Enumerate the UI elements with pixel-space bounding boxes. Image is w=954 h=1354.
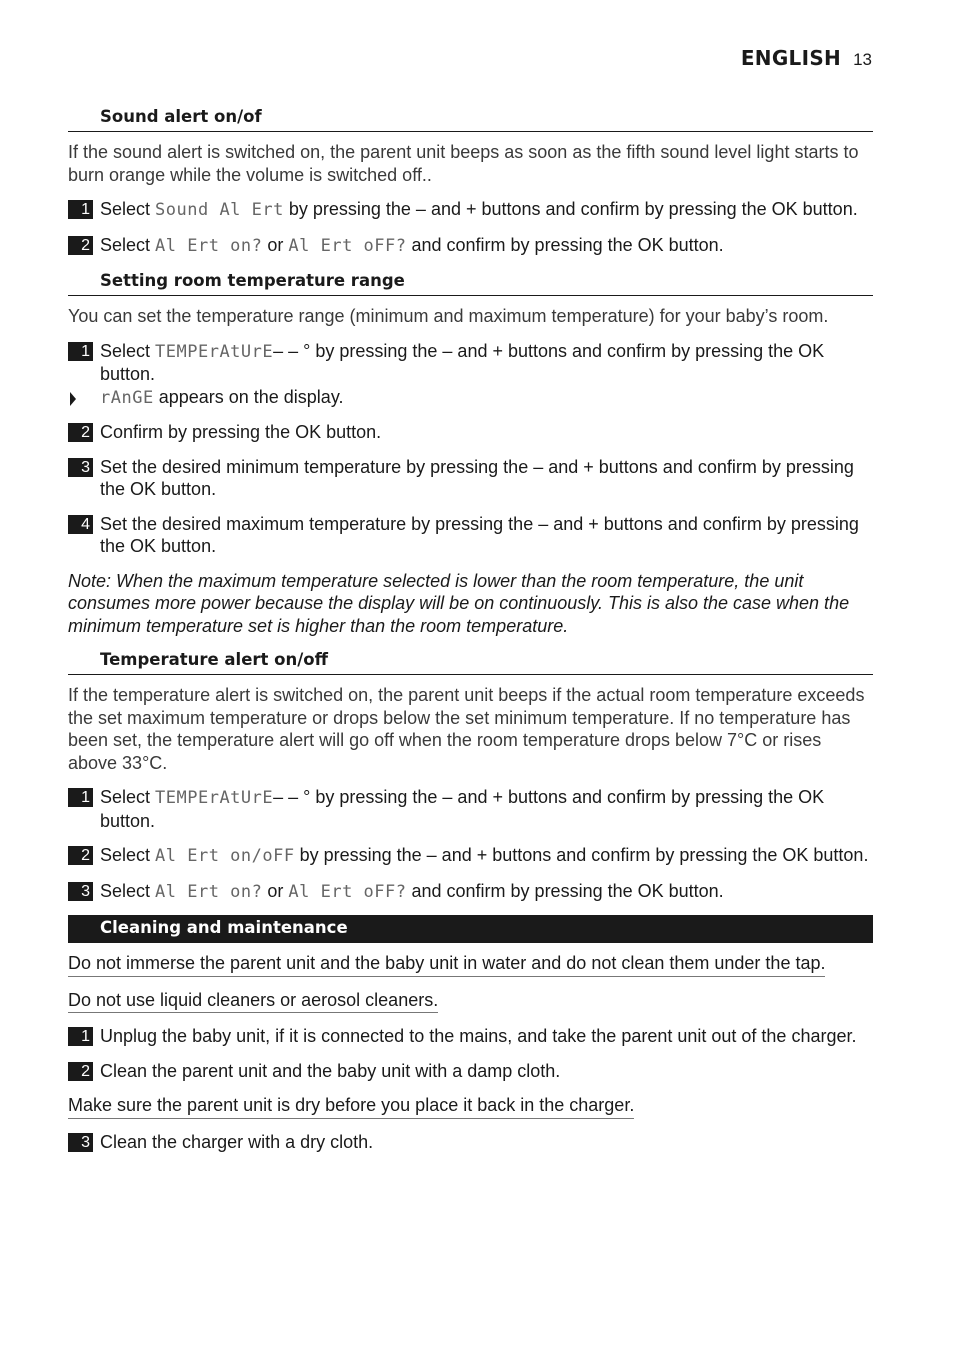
page-number: 13 [853,50,872,69]
step-item [68,1060,873,1083]
step-text-pre: Select [100,845,156,865]
step-number: 3 [68,882,93,901]
step-item [68,456,873,501]
step-number: 2 [68,1062,93,1081]
warning-text: Do not use liquid cleaners or aerosol cleaners. [68,989,438,1014]
step-item [68,340,873,386]
step-text: Set the desired minimum temperature by pressing the – and + buttons and confirm by pressing the OK button. [100,456,854,499]
step-text-pre: Select [100,787,156,807]
step-item [68,844,873,868]
step-text-mid: or [262,880,289,901]
step-number: 4 [68,515,93,534]
step-item [68,234,873,258]
step-text-post: – – ° by pressing the – and + buttons and confirm by pressing the OK button. [100,340,825,384]
step-text: Set the desired maximum temperature by pressing the – and + buttons and confirm by pressing the OK button. [100,513,859,556]
step-number: 2 [68,423,93,442]
section-heading-sound-alert: Sound alert on/of [68,105,873,132]
page-header [741,46,872,70]
sound-alert-intro: If the sound alert is switched on, the parent unit beeps as soon as the fifth sound level light starts to burn orange while the volume is switched off.. [68,142,859,185]
step-text-post: by pressing the – and + buttons and confirm by pressing the OK button. [294,845,869,865]
step-text: Clean the charger with a dry cloth. [100,1131,374,1152]
step-item [68,198,873,222]
warning-text: Make sure the parent unit is dry before you place it back in the charger. [68,1094,634,1119]
step-text-pre: Select [100,880,156,901]
step-item [68,786,873,832]
step-text: Unplug the baby unit, if it is connected to the mains, and take the parent unit out of the charger. [100,1026,857,1046]
step-text-pre: Select [100,234,156,255]
step-number: 3 [68,458,93,477]
lcd-text: Sound Al Ert [155,200,284,220]
step-number: 3 [68,1133,93,1152]
lcd-text: Al Ert on? [155,235,263,256]
step-item [68,880,873,904]
step-text-post: and confirm by pressing the OK button. [406,880,724,901]
temp-alert-intro: If the temperature alert is switched on, the parent unit beeps if the actual room temperature exceeds the set maximum temperature or drops below the set minimum temperature. If no temperature has been set, the temperature alert will go off when the room temperature drops below 7°C or rises above 33°C. [68,685,865,773]
step-number: 2 [68,236,93,255]
step-number: 2 [68,846,93,865]
lcd-text: rAnGE [100,387,154,408]
lcd-text: TEMPErAtUrE [155,341,274,362]
lcd-text: Al Ert oFF? [288,881,407,902]
room-temp-intro: You can set the temperature range (minimum and maximum temperature) for your baby’s room. [68,306,829,326]
step-text-post: and confirm by pressing the OK button. [406,234,724,255]
result-arrow-icon [70,392,76,406]
warning-text: Do not immerse the parent unit and the baby unit in water and do not clean them under the tap. [68,952,825,977]
step-number: 1 [68,200,93,219]
lcd-text: TEMPErAtUrE [155,788,274,808]
step-text: Clean the parent unit and the baby unit with a damp cloth. [100,1060,561,1081]
lcd-text: Al Ert oFF? [288,235,407,256]
note-text: Note: When the maximum temperature selected is lower than the room temperature, the unit consumes more power because the display will be on continuously. This is also the case when the minimum temperature set is higher than the room temperature. [68,570,850,636]
section-heading-temperature-alert: Temperature alert on/off [68,648,873,675]
step-item [68,1025,873,1048]
step-number: 1 [68,788,93,807]
language-label: ENGLISH [740,46,842,70]
step-text: Confirm by pressing the OK button. [100,422,382,442]
section-heading-room-temperature: Setting room temperature range [68,269,873,296]
step-number: 1 [68,342,93,361]
lcd-text: Al Ert on? [155,881,263,902]
step-text-mid: or [262,234,289,255]
section-heading-cleaning: Cleaning and maintenance [68,915,873,943]
page-content [68,105,873,1165]
step-number: 1 [68,1027,93,1046]
step-text-post: by pressing the – and + buttons and confirm by pressing the OK button. [283,199,858,219]
step-item [68,513,873,558]
step-text-pre: Select [100,340,156,361]
result-text: appears on the display. [153,386,344,407]
step-result [68,386,873,410]
step-text-post: – – ° by pressing the – and + buttons and confirm by pressing the OK button. [100,787,825,831]
step-text-pre: Select [100,199,156,219]
step-item [68,421,873,444]
lcd-text: Al Ert on/oFF [155,846,295,866]
step-item [68,1131,873,1154]
